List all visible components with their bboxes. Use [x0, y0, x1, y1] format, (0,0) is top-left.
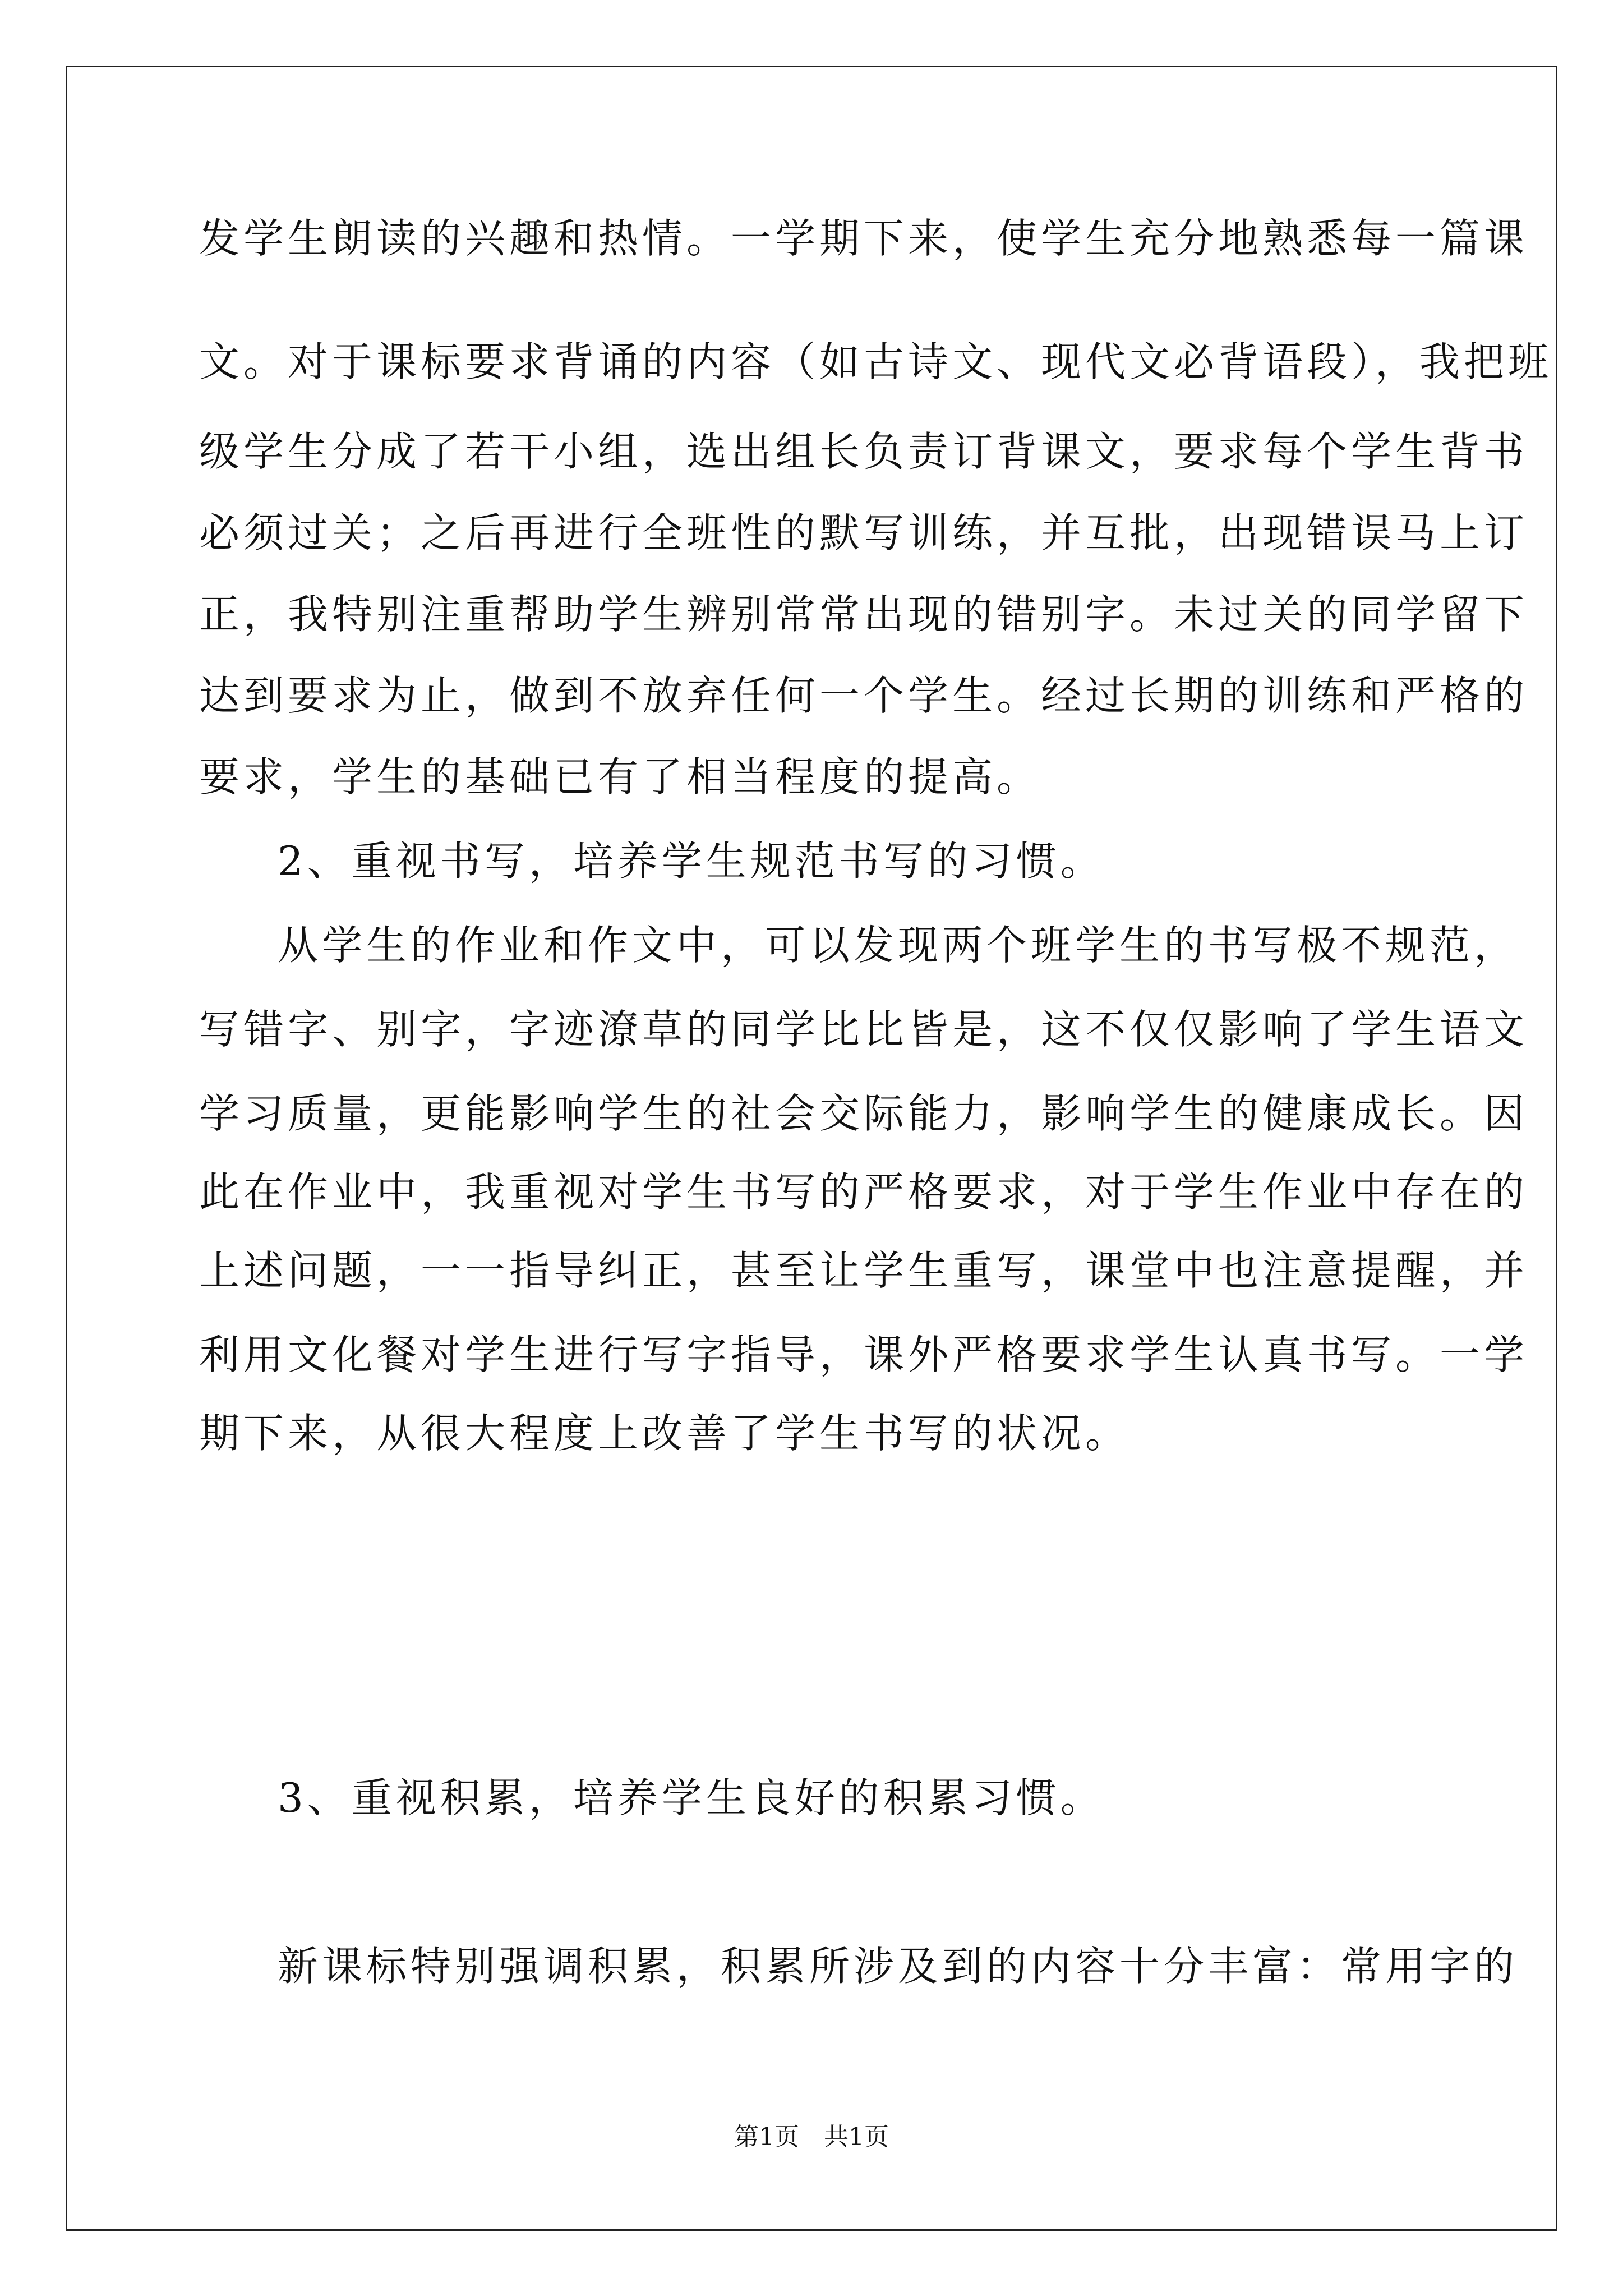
paragraph-line: 文。对于课标要求背诵的内容（如古诗文、现代文必背语段），我把班: [199, 338, 1553, 385]
page-border: [66, 66, 1557, 2231]
paragraph-line: 达到要求为止，做到不放弃任何一个学生。经过长期的训练和严格的: [199, 672, 1529, 719]
paragraph-line: 上述问题，一一指导纠正，甚至让学生重写，课堂中也注意提醒，并: [199, 1247, 1529, 1294]
page-footer: 第1页 共1页: [734, 2123, 889, 2151]
paragraph-line: 正，我特别注重帮助学生辨别常常出现的错别字。未过关的同学留下: [199, 591, 1529, 638]
paragraph-line: 发学生朗读的兴趣和热情。一学期下来，使学生充分地熟悉每一篇课: [199, 215, 1529, 262]
paragraph-line: 写错字、别字，字迹潦草的同学比比皆是，这不仅仅影响了学生语文: [199, 1006, 1529, 1053]
paragraph-line: 新课标特别强调积累，积累所涉及到的内容十分丰富：常用字的: [278, 1943, 1519, 1990]
paragraph-line: 要求，学生的基础已有了相当程度的提高。: [199, 753, 1041, 800]
paragraph-line: 必须过关；之后再进行全班性的默写训练，并互批，出现错误马上订: [199, 509, 1529, 556]
paragraph-line: 从学生的作业和作文中，可以发现两个班学生的书写极不规范，: [278, 922, 1519, 969]
paragraph-line: 学习质量，更能影响学生的社会交际能力，影响学生的健康成长。因: [199, 1090, 1529, 1137]
section-heading: 3、重视积累，培养学生良好的积累习惯。: [278, 1774, 1105, 1821]
paragraph-line: 此在作业中，我重视对学生书写的严格要求，对于学生作业中存在的: [199, 1168, 1529, 1216]
paragraph-line: 级学生分成了若干小组，选出组长负责订背课文，要求每个学生背书: [199, 428, 1529, 475]
paragraph-line: 利用文化餐对学生进行写字指导，课外严格要求学生认真书写。一学: [199, 1331, 1529, 1378]
section-heading: 2、重视书写，培养学生规范书写的习惯。: [278, 838, 1105, 885]
paragraph-line: 期下来，从很大程度上改善了学生书写的状况。: [199, 1410, 1130, 1457]
